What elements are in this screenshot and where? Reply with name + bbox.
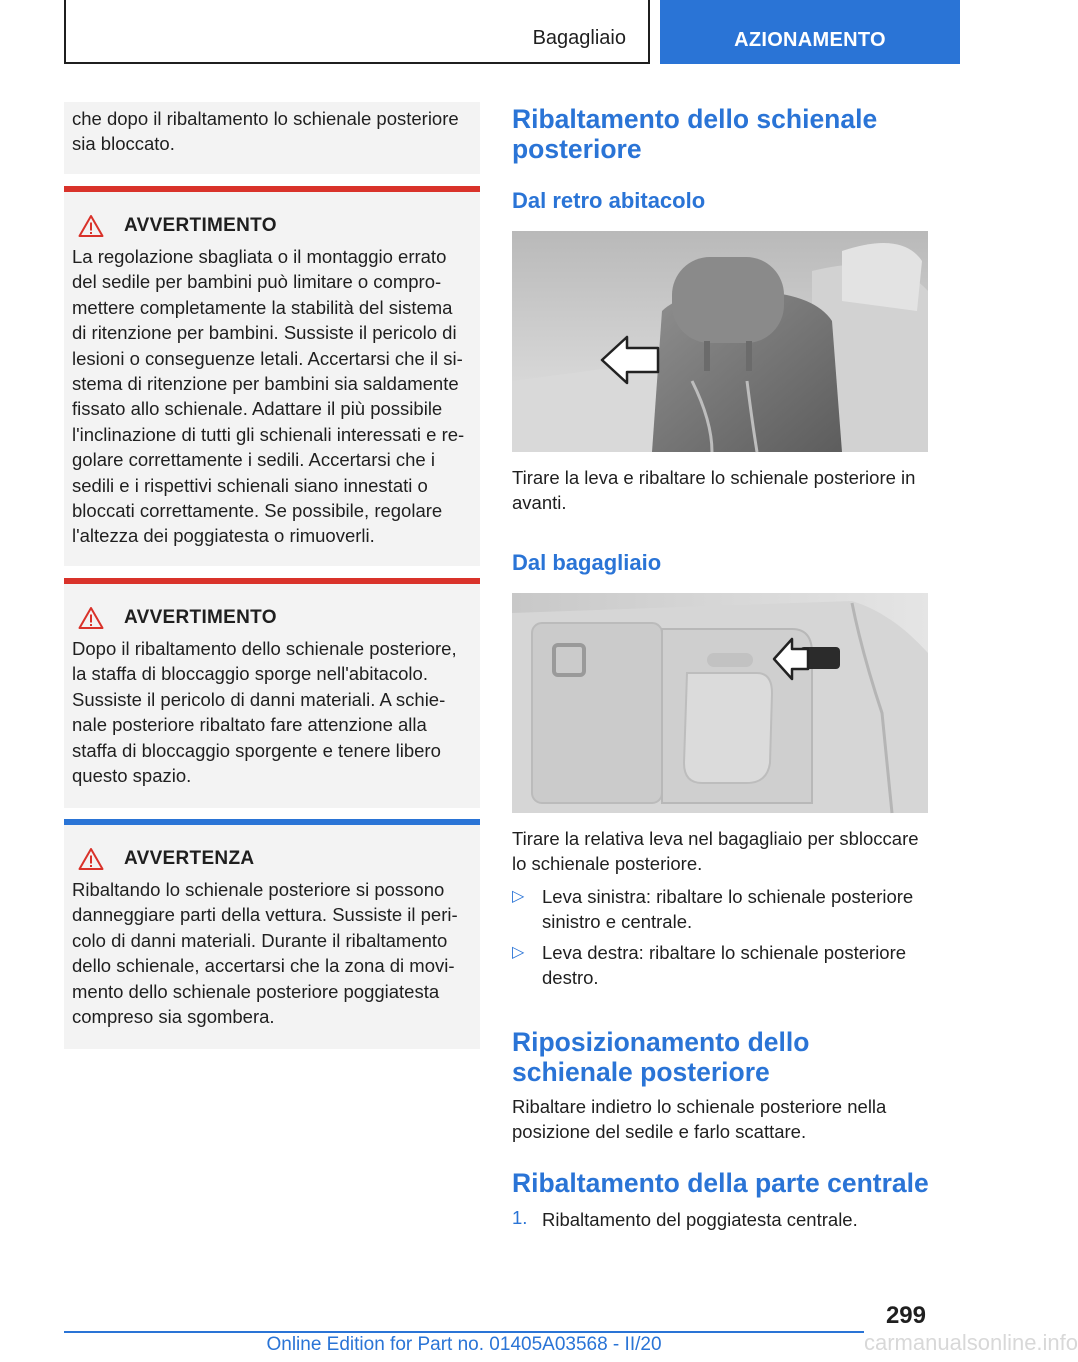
text-line: dello schienale, accertarsi che la zona di movi- — [72, 955, 455, 977]
page-number: 299 — [885, 1302, 926, 1329]
text-line: lo schienale posteriore. — [512, 853, 703, 875]
header-chapter-tab — [660, 0, 960, 64]
text-line: colo di danni materiali. Durante il ribaltamento — [72, 929, 448, 951]
triangle-right-icon: ▷ — [512, 944, 525, 961]
heading-reposition-backrest — [512, 1027, 928, 1087]
footer-watermark: carmanualsonline.info — [864, 1330, 1078, 1355]
text-line: Ribaltando lo schienale posteriore si possono — [72, 879, 445, 900]
warning-triangle-icon — [78, 606, 104, 630]
warning1-box — [64, 192, 480, 566]
heading-fold-center: Ribaltamento della parte centrale — [512, 1168, 929, 1198]
footer-edition-text: Online Edition for Part no. 01405A03568 - II/20 — [266, 1334, 662, 1355]
text-line: Dopo il ribaltamento dello schienale posteriore, — [72, 638, 457, 659]
heading-line: Ribaltamento dello schienale — [512, 104, 878, 134]
text-line: del sedile per bambini può limitare o compro- — [72, 271, 442, 293]
heading-from-cabin: Dal retro abitacolo — [512, 188, 706, 213]
text-line: Ribaltare indietro lo schienale posteriore nella — [512, 1096, 887, 1117]
bullet-text — [542, 884, 928, 935]
paragraph-reposition — [512, 1094, 928, 1145]
text-line: Tirare la relativa leva nel bagagliaio per sbloccare — [512, 828, 919, 849]
heading-line: schienale posteriore — [512, 1057, 770, 1087]
rear-seat-illustration — [512, 231, 928, 452]
header-chapter-title: AZIONAMENTO — [734, 29, 886, 51]
notice-text — [72, 877, 472, 1029]
step-text: Ribaltamento del poggiatesta centrale. — [542, 1209, 858, 1230]
text-line: avanti. — [512, 492, 567, 514]
bullet-item-right-lever — [512, 940, 928, 992]
warning-triangle-icon — [78, 214, 104, 238]
text-line: fissato allo schienale. Adattare il più possibile — [72, 398, 443, 420]
text-line: posizione del sedile e farlo scattare. — [512, 1121, 807, 1143]
bullet-item-left-lever — [512, 884, 928, 936]
step-number: 1. — [512, 1207, 528, 1228]
trunk-illustration — [512, 593, 928, 813]
text-line: sedili e i rispettivi schienali siano innestati o — [72, 474, 428, 496]
heading-from-trunk: Dal bagagliaio — [512, 550, 662, 575]
text-line: nale posteriore ribaltato fare attenzione alla — [72, 714, 427, 736]
text-line: staffa di bloccaggio sporgente e tenere libero — [72, 739, 441, 761]
bullet-text — [542, 940, 928, 991]
continuation-box — [64, 102, 480, 174]
text-line: La regolazione sbagliata o il montaggio errato — [72, 246, 447, 267]
photo-trunk-lever — [512, 593, 928, 813]
text-line: mento dello schienale posteriore poggiatesta — [72, 980, 440, 1002]
triangle-right-icon: ▷ — [512, 888, 525, 905]
text-line: compreso sia sgombera. — [72, 1006, 275, 1028]
text-line: la staffa di bloccaggio sporge nell'abitacolo. — [72, 663, 428, 685]
warning1-text — [72, 244, 472, 549]
text-line: questo spazio. — [72, 765, 192, 787]
text-line: l'inclinazione di tutti gli schienali interessati e re- — [72, 423, 465, 445]
text-line: mettere completamente la stabilità del sistema — [72, 296, 453, 318]
header-section-box — [64, 0, 650, 64]
heading-line: posteriore — [512, 134, 642, 164]
photo-rear-seat-lever — [512, 231, 928, 452]
warning2-box — [64, 584, 480, 808]
continuation-text: che dopo il ribaltamento lo schienale posteriore sia bloccato. — [72, 108, 459, 155]
notice-box — [64, 825, 480, 1049]
header-section-title: Bagagliaio — [532, 27, 626, 49]
warning-triangle-icon — [78, 847, 104, 871]
text-line: Sussiste il pericolo di danni materiali. A schie- — [72, 688, 446, 710]
warning2-title: AVVERTIMENTO — [124, 607, 277, 628]
footer-divider — [64, 1331, 864, 1333]
paragraph-cabin — [512, 465, 928, 516]
text-line: stema di ritenzione per bambini sia saldamente — [72, 373, 459, 395]
heading-fold-backrest — [512, 104, 928, 164]
text-line: Leva sinistra: ribaltare lo schienale posteriore — [542, 886, 914, 907]
text-line: Leva destra: ribaltare lo schienale posteriore — [542, 942, 907, 963]
step-item-1 — [512, 1207, 928, 1235]
text-line: lesioni o conseguenze letali. Accertarsi che il si- — [72, 347, 463, 369]
text-line: l'altezza dei poggiatesta o rimuoverli. — [72, 525, 375, 547]
warning1-title: AVVERTIMENTO — [124, 215, 277, 236]
text-line: golare correttamente i sedili. Accertarsi che i — [72, 449, 435, 471]
text-line: bloccati correttamente. Se possibile, regolare — [72, 500, 443, 522]
paragraph-trunk — [512, 826, 928, 877]
text-line: danneggiare parti della vettura. Sussiste il peri- — [72, 904, 458, 926]
notice-title: AVVERTENZA — [124, 848, 255, 869]
text-line: sinistro e centrale. — [542, 911, 693, 933]
text-line: di ritenzione per bambini. Sussiste il pericolo di — [72, 322, 457, 344]
text-line: Tirare la leva e ribaltare lo schienale posteriore in — [512, 467, 916, 488]
heading-line: Riposizionamento dello — [512, 1027, 810, 1057]
warning2-text — [72, 636, 472, 788]
text-line: destro. — [542, 967, 599, 989]
